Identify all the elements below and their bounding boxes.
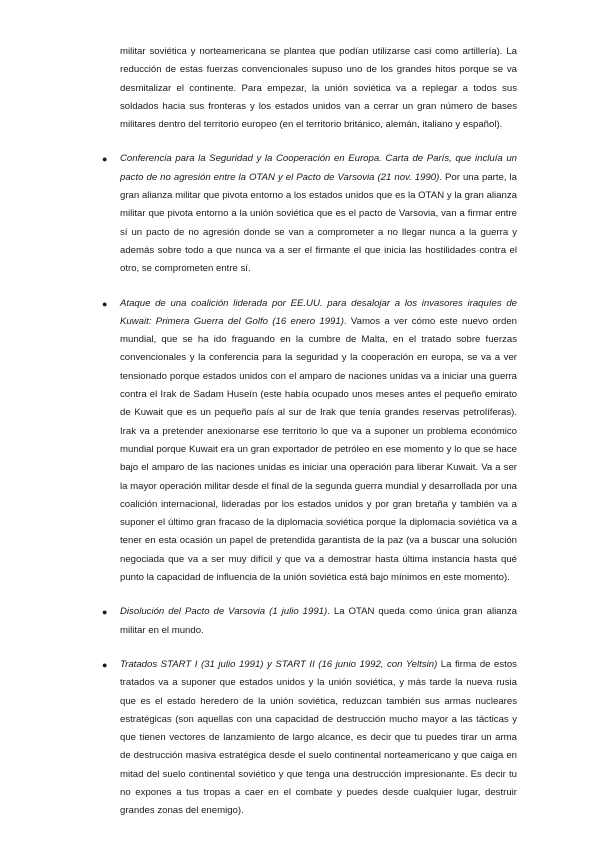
bullet-body: La firma de estos tratados va a suponer que estados unidos y la unión soviética, y más tarde la nueva rusia que es el estado heredero de la unión soviética, reduzcan también sus armas nucleares estratégicas (son aquellas con una capacidad de destrucción mucho mayor a las tácticas y que tienen vectores de lanzamiento de largo alcance, es decir que tu puedes tirar un arma de destrucción masiva estratégica desde el suelo continental norteamericano y que caiga en mitad del suelo continental soviético y que tenga una destrucción impresionante. Es decir tu no expones a tus tropas a caer en el combate y puedes desde cualquier lugar, destruir grandes zonas del enemigo). bbox=[120, 658, 517, 817]
list-item bbox=[102, 150, 517, 278]
bullet-lead: Ataque de una coalición liderada por EE.UU. para desalojar a los invasores iraquíes de Kuwait: Primera Guerra del Golfo (16 enero 1991) bbox=[120, 297, 517, 327]
bullet-lead: Disolución del Pacto de Varsovia (1 julio 1991) bbox=[120, 606, 328, 618]
bullet-icon: ● bbox=[102, 298, 108, 309]
bullet-icon: ● bbox=[102, 154, 108, 165]
bullet-paragraph bbox=[120, 295, 517, 588]
bullet-lead: Conferencia para la Seguridad y la Cooperación en Europa. Carta de París, que incluía un pacto de no agresión entre la OTAN y el Pacto de Varsovia (21 nov. 1990) bbox=[120, 153, 517, 183]
bullet-paragraph bbox=[120, 656, 517, 821]
list-item bbox=[102, 295, 518, 588]
bullet-paragraph bbox=[120, 603, 517, 640]
bullet-body: . Por una parte, la gran alianza militar que pivota entorno a los estados unidos que es la OTAN y la gran alianza militar que pivota entorno a la unión soviética que es el pacto de Varsovia, van a firmar entre sí un pacto de no agresión donde se van a comprometer a no llegar nunca a la guerra y además sobre todo a que nunca va a ser el firmante el que inicia las hostilidades contra el otro, se comprometen entre sí. bbox=[120, 171, 517, 275]
list-item bbox=[102, 656, 517, 821]
intro-paragraph: militar soviética y norteamericana se plantea que podían utilizarse casi como artillería). La reducción de estas fuerzas convencionales supuso uno de los grandes hitos porque se va desmitalizar el continente. Para empezar, la unión soviética va a replegar a todos sus soldados hacia sus fronteras y los estados unidos van a cerrar un gran número de bases militares dentro del territorio europeo (en el territorio británico, alemán, italiano y español). bbox=[120, 46, 517, 131]
bullet-paragraph bbox=[120, 150, 517, 278]
bullet-body: . Vamos a ver cómo este nuevo orden mundial, que se ha ido fraguando en la cumbre de Malta, en el tratado sobre fuerzas convencionales y la conferencia para la seguridad y la cooperación en europa, se va a ver tensionado porque estados unidos con el amparo de naciones unidas va a iniciar una guerra contra el Irak de Sadam Huseín (este había ocupado unos meses antes el pequeño emirato de Kuwait que es un pequeño país al sur de Irak que tenía grandes reservas petrolíferas). Irak va a pretender anexionarse ese territorio lo que va a suponer un problema económico mundial porque Kuwait era un gran exportador de petróleo en ese momento y lo que se hace bajo el amparo de las naciones unidas es iniciar una operación para liberar Kuwait. Va a ser la mayor operación militar desde el final de la segunda guerra mundial y desarrollada por una coalición internacional, lideradas por los estados unidos y por gran bretaña y también va a suponer el último gran fracaso de la diplomacia soviética porque la diplomacia soviética va a tener en esta ocasión un papel de pretendida garantista de la paz (va a buscar una solución negociada que va a ser muy difícil y que va a demostrar hasta última instancia hasta qué punto la capacidad de influencia de la unión soviética está bajo mínimos en este momento). bbox=[120, 315, 518, 584]
list-item bbox=[102, 603, 518, 640]
bullet-icon: ● bbox=[102, 607, 108, 618]
bullet-lead: Tratados START I (31 julio 1991) y START II (16 junio 1992, con Yeltsin) bbox=[120, 658, 438, 670]
bullet-body: . La OTAN queda como única gran alianza militar en el mundo. bbox=[120, 606, 518, 636]
bullet-icon: ● bbox=[102, 659, 108, 670]
